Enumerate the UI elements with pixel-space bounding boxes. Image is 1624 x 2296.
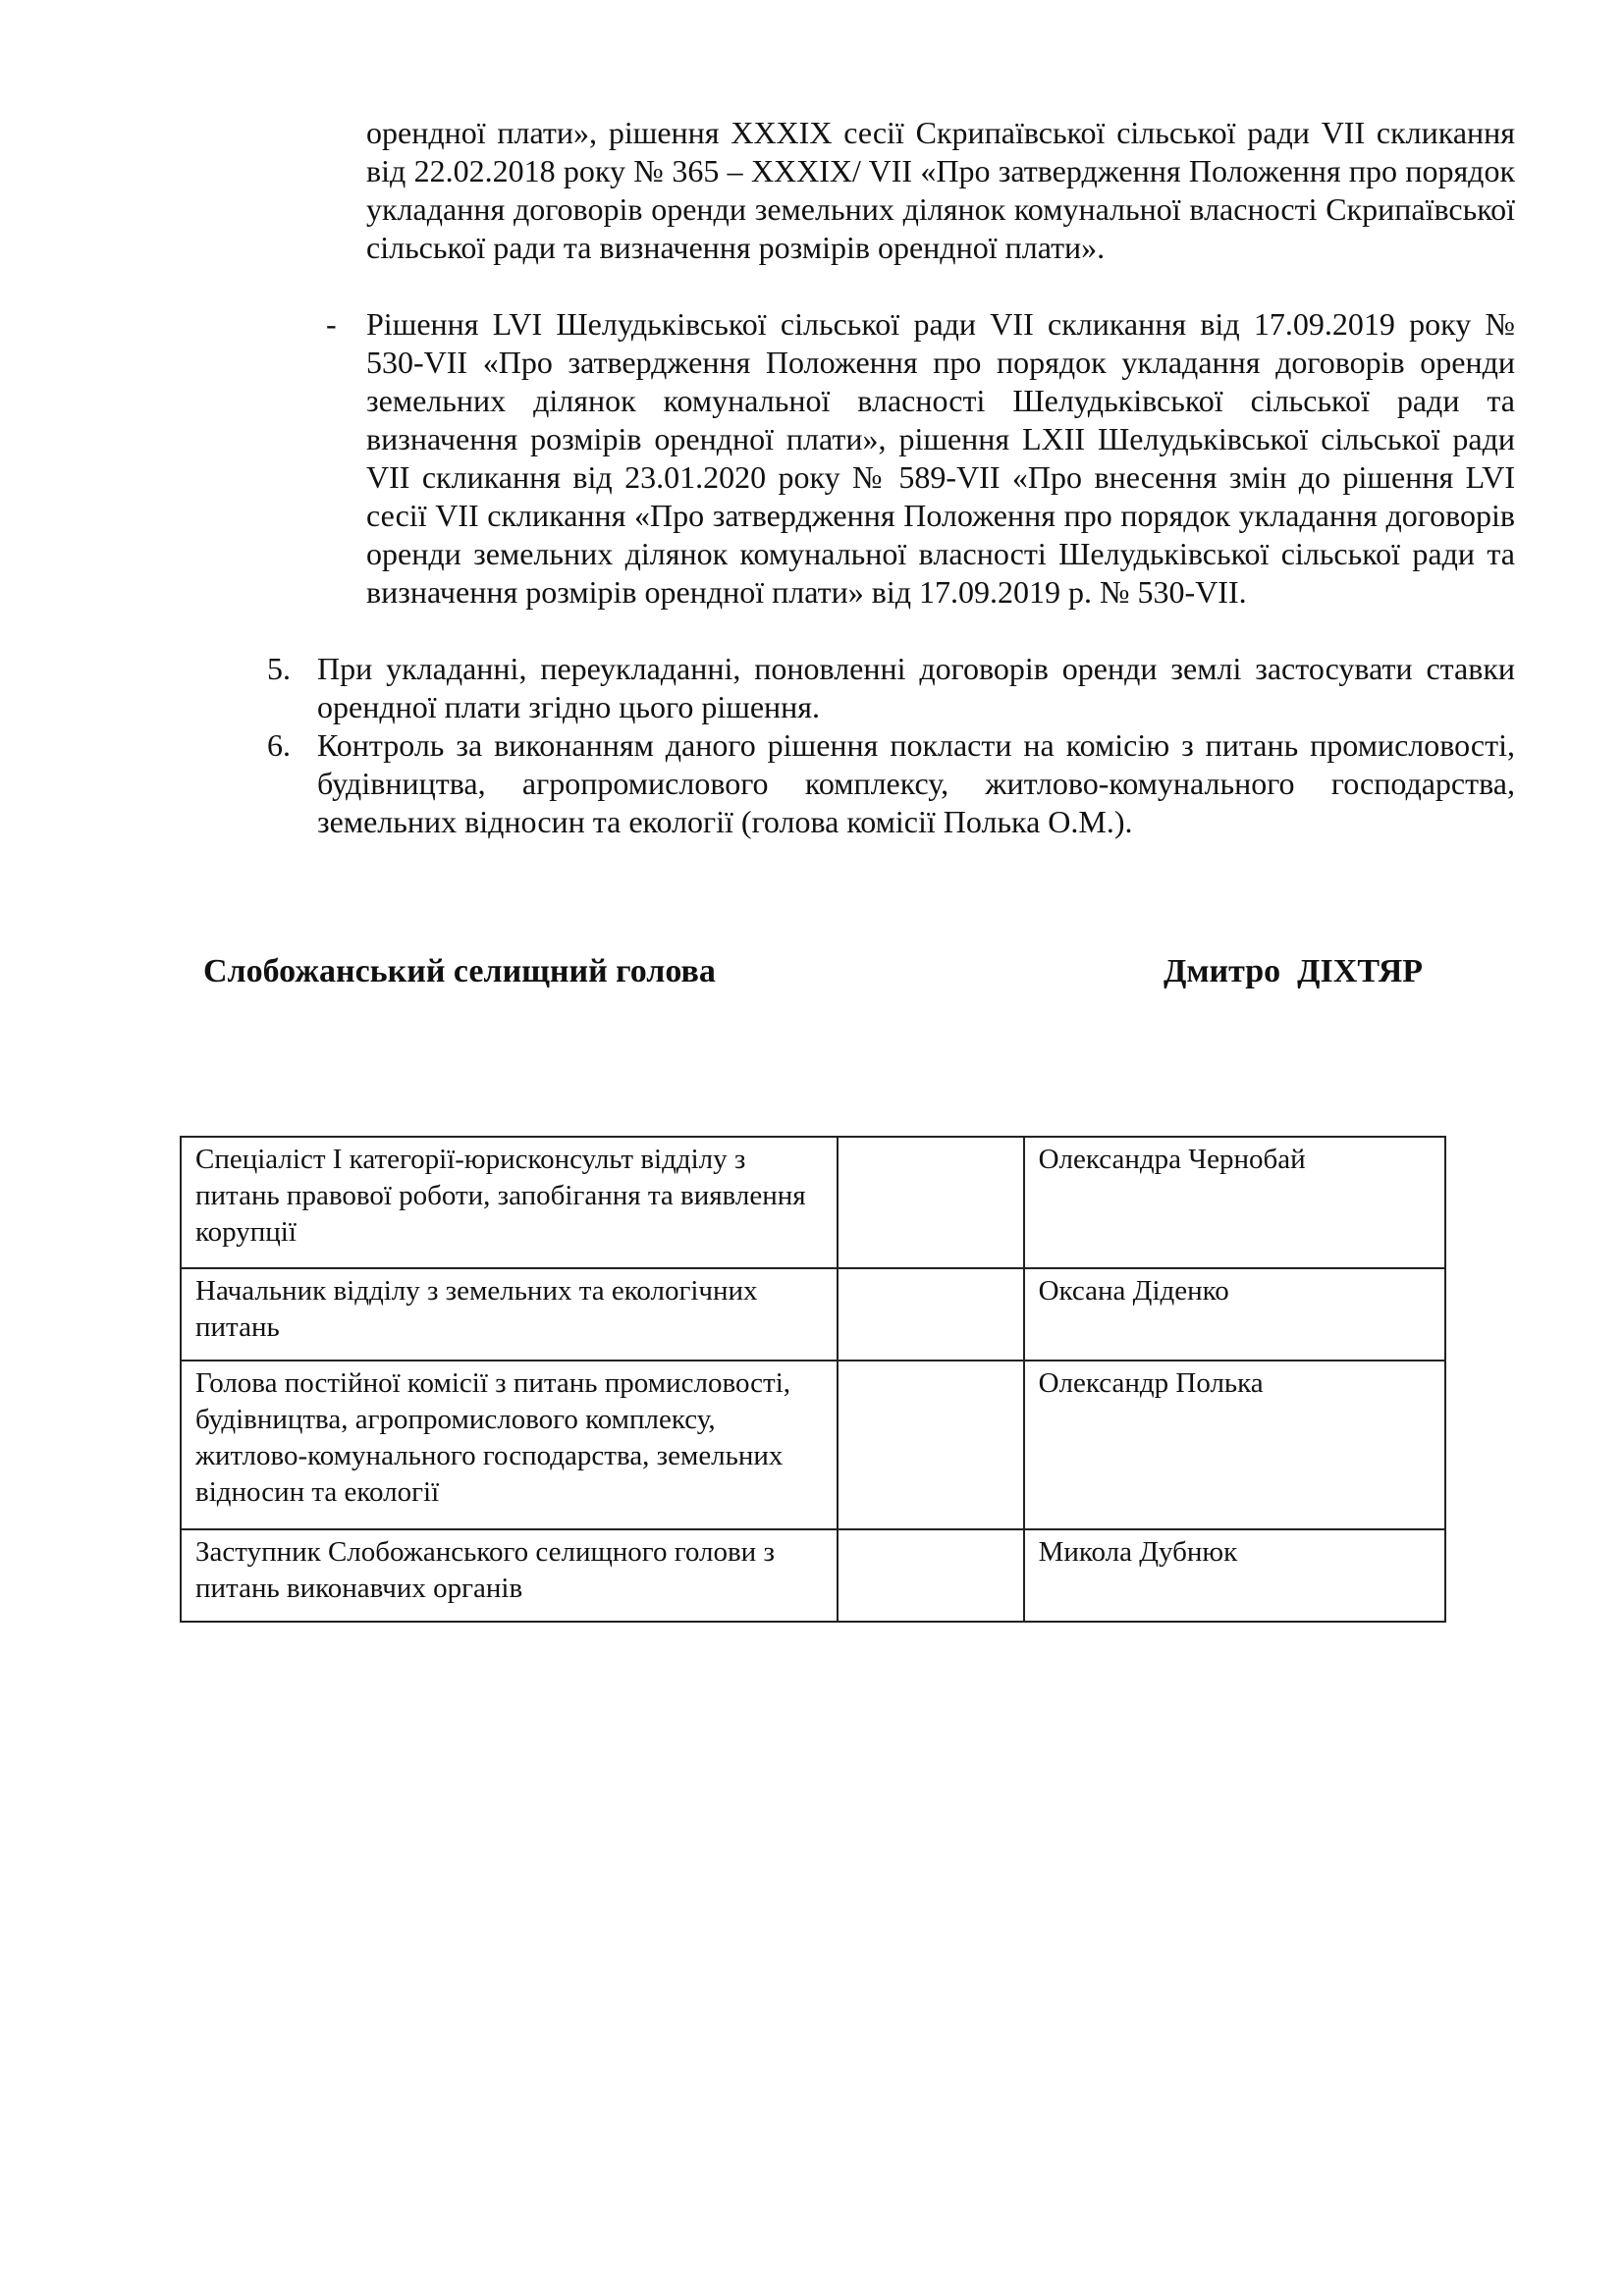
approvals-table [180, 1136, 1446, 1623]
signature-title: Слобожанський селищний голова [203, 953, 716, 989]
table-row [181, 1268, 1445, 1361]
approval-position: Начальник відділу з земельних та екологічних питань [181, 1268, 838, 1361]
item-number-6: 6. [267, 727, 291, 763]
approval-name: Микола Дубнюк [1024, 1529, 1445, 1622]
table-row [181, 1361, 1445, 1529]
approval-signature-cell [838, 1361, 1024, 1529]
list-dash-marker: - [326, 306, 337, 342]
approval-signature-cell [838, 1137, 1024, 1268]
table-row [181, 1137, 1445, 1268]
approval-name: Олександр Полька [1024, 1361, 1445, 1529]
list-item-decision-shelud: Рішення LVI Шелудьківської сільської ради VII скликання від 17.09.2019 року № 530-VII «Про затвердження Положення про порядок укладання договорів оренди земельних ділянок комунальної власності Шелудьківської сільської ради та визначення розмірів орендної плати», рішення LXII Шелудьківської сільської ради VII скликання від 23.01.2020 року № 589-VII «Про внесення змін до рішення LVI сесії VII скликання «Про затвердження Положення про порядок укладання договорів оренди земельних ділянок комунальної власності Шелудьківської сільської ради та визначення розмірів орендної плати» від 17.09.2019 р. № 530-VII. [366, 306, 1515, 610]
approval-name: Оксана Діденко [1024, 1268, 1445, 1361]
approval-signature-cell [838, 1268, 1024, 1361]
item-number-5: 5. [267, 651, 291, 686]
table-row [181, 1529, 1445, 1622]
continuation-paragraph: орендної плати», рішення XXXIX сесії Скрипаївської сільської ради VII скликання від 22.02.2018 року № 365 – XXXIX/ VII «Про затвердження Положення про порядок укладання договорів оренди земельних ділянок комунальної власності Скрипаївської сільської ради та визначення розмірів орендної плати». [366, 115, 1515, 265]
item-5-text: При укладанні, переукладанні, поновленні договорів оренди землі застосувати ставки орендної плати згідно цього рішення. [317, 651, 1515, 724]
approval-position: Голова постійної комісії з питань промисловості, будівництва, агропромислового комплексу, житлово-комунального господарства, земельних відносин та екології [181, 1361, 838, 1529]
approval-name: Олександра Чернобай [1024, 1137, 1445, 1268]
approval-position: Заступник Слобожанського селищного голови з питань виконавчих органів [181, 1529, 838, 1622]
approval-position: Спеціаліст І категорії-юрисконсульт відділу з питань правової роботи, запобігання та виявлення корупції [181, 1137, 838, 1268]
signature-name: Дмитро ДІХТЯР [1164, 953, 1424, 989]
approval-signature-cell [838, 1529, 1024, 1622]
item-6-text: Контроль за виконанням даного рішення покласти на комісію з питань промисловості, будівництва, агропромислового комплексу, житлово-комунального господарства, земельних відносин та екології (голова комісії Полька О.М.). [317, 727, 1515, 839]
